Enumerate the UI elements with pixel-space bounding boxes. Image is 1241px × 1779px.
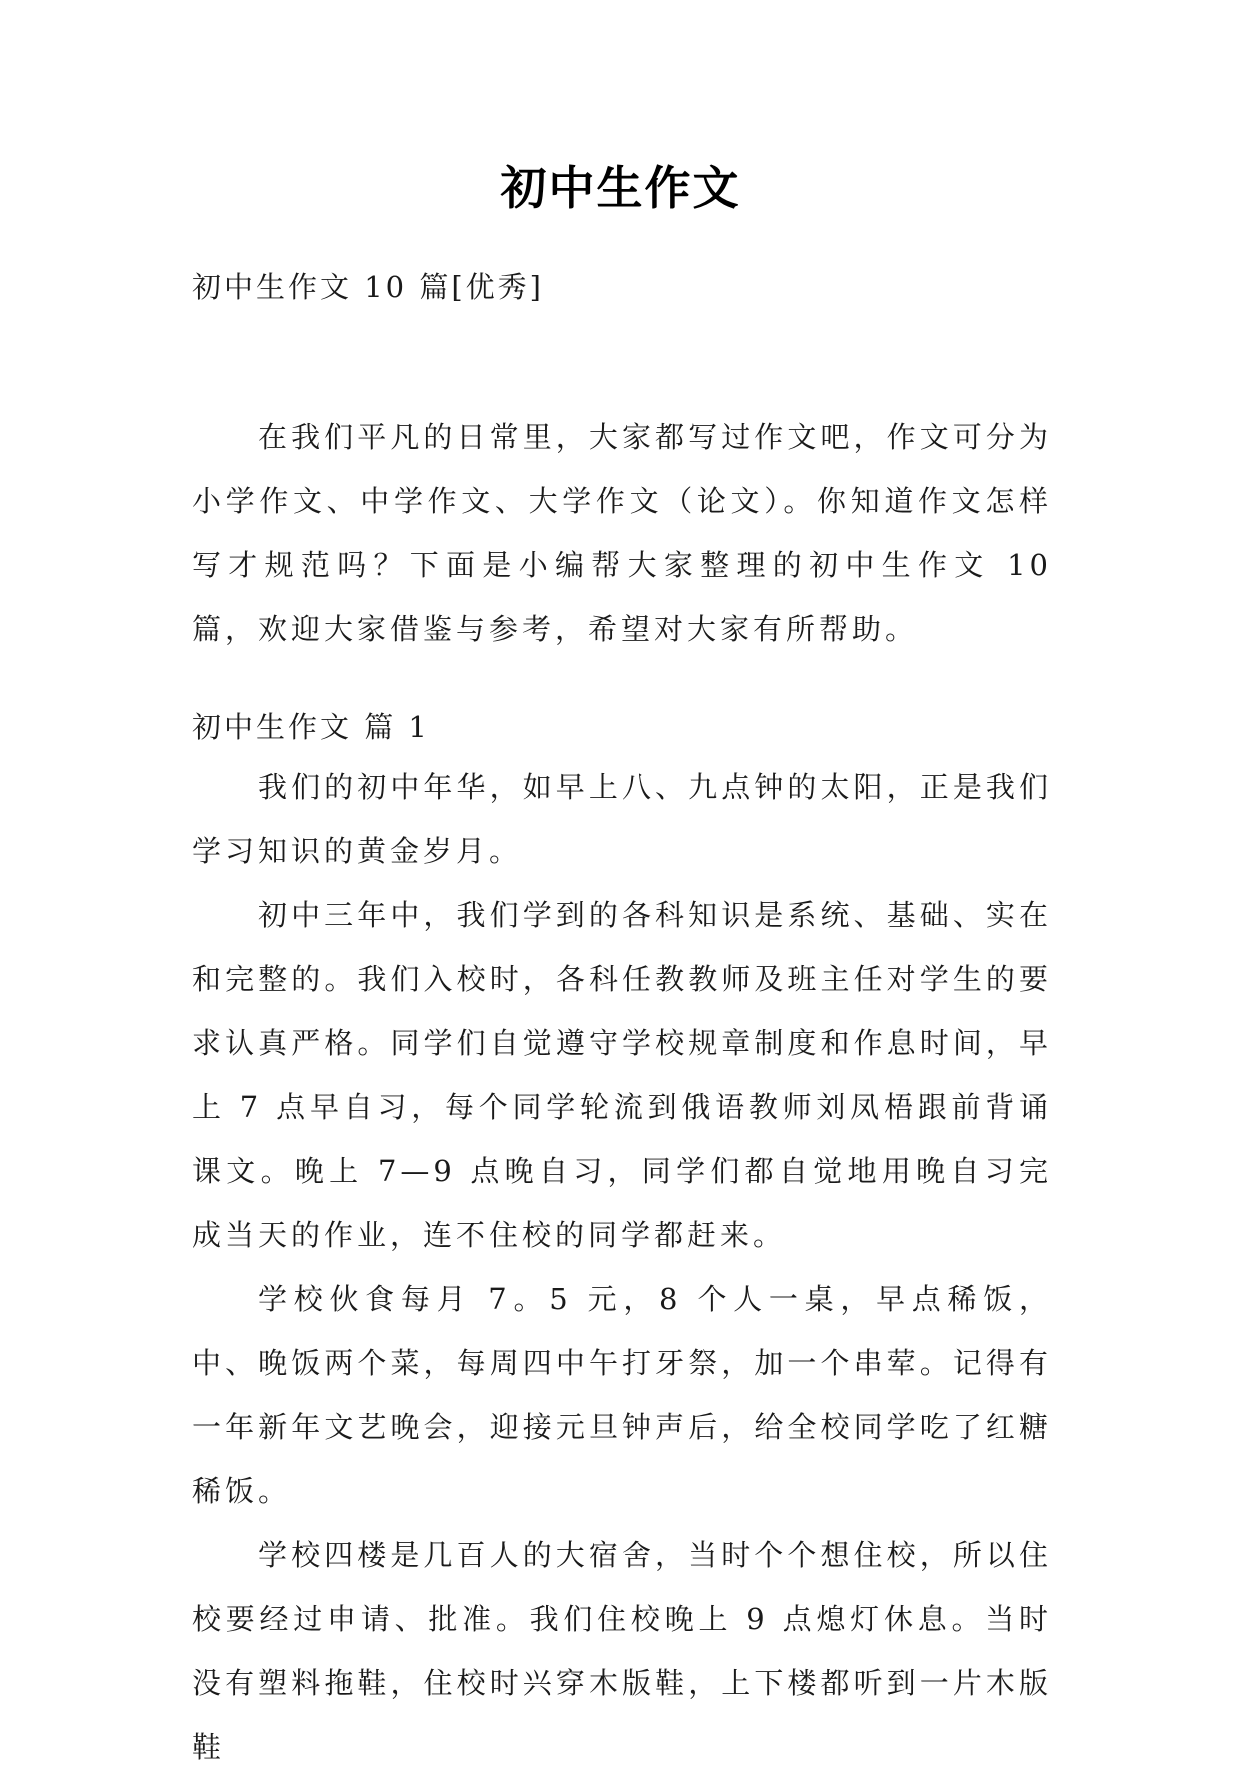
essay-body: [192, 755, 1072, 1779]
essay-paragraph: 初中三年中，我们学到的各科知识是系统、基础、实在和完整的。我们入校时，各科任教教师及班主任对学生的要求认真严格。同学们自觉遵守学校规章制度和作息时间，早上 7 点早自习，每个同学轮流到俄语教师刘凤梧跟前背诵课文。晚上 7—9 点晚自习，同学们都自觉地用晚自习完成当天的作业，连不住校的同学都赶来。: [192, 898, 1052, 1252]
essay-paragraph: 我们的初中年华，如早上八、九点钟的太阳，正是我们学习知识的黄金岁月。: [192, 770, 1052, 868]
document-title: 初中生作文: [500, 161, 741, 215]
essay-paragraph: 学校伙食每月 7。5 元，8 个人一桌，早点稀饭，中、晚饭两个菜，每周四中午打牙祭，加一个串荤。记得有一年新年文艺晚会，迎接元旦钟声后，给全校同学吃了红糖稀饭。: [192, 1282, 1052, 1508]
intro-paragraph: 在我们平凡的日常里，大家都写过作文吧，作文可分为小学作文、中学作文、大学作文（论文）。你知道作文怎样写才规范吗？下面是小编帮大家整理的初中生作文 10 篇，欢迎大家借鉴与参考，希望对大家有所帮助。: [192, 420, 1052, 646]
section-heading: 初中生作文 篇 1: [192, 710, 430, 744]
document-subtitle: 初中生作文 10 篇[优秀]: [192, 270, 544, 304]
essay-paragraph: 学校四楼是几百人的大宿舍，当时个个想住校，所以住校要经过申请、批准。我们住校晚上 9 点熄灯休息。当时没有塑料拖鞋，住校时兴穿木版鞋，上下楼都听到一片木版鞋: [192, 1538, 1052, 1764]
